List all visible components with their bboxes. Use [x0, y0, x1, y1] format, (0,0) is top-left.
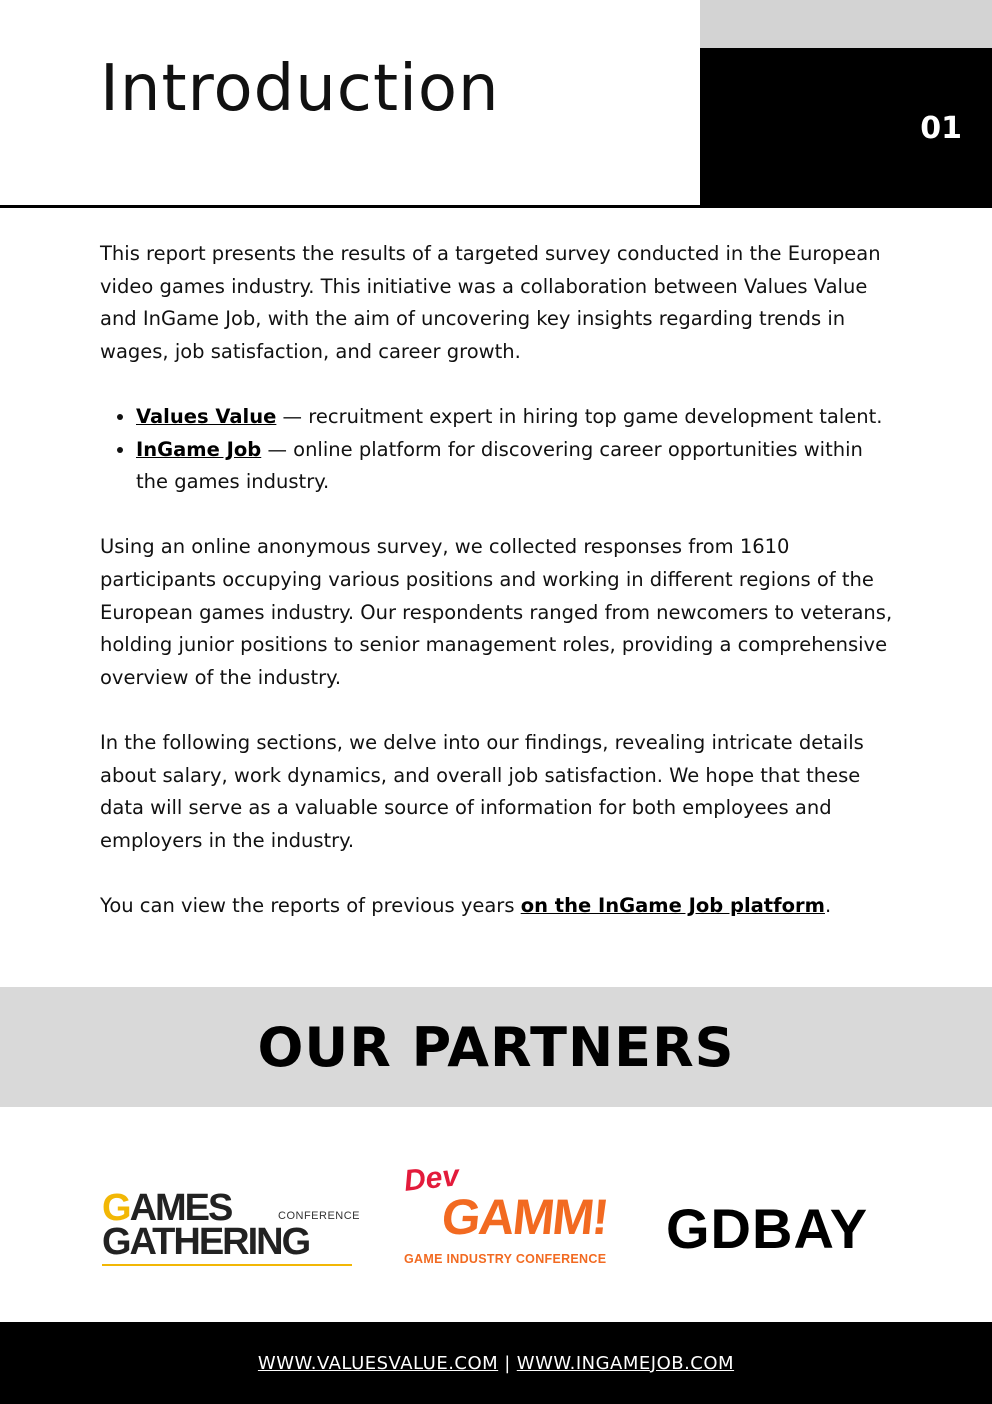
footer [0, 1322, 992, 1404]
gdbay-logo [666, 1196, 892, 1260]
games-gathering-underline [102, 1264, 352, 1266]
page-number: 01 [920, 110, 962, 146]
list-item-values-value [136, 401, 900, 434]
previous-reports-suffix: . [824, 893, 832, 917]
previous-reports-link[interactable]: on the InGame Job platform [520, 893, 825, 917]
list-item-text: — online platform for discovering career opportunities within the games industry. [136, 437, 863, 494]
organizations-list [100, 401, 900, 499]
games-gathering-conference: CONFERENCE [278, 1210, 361, 1222]
gdbay-text: GDBAY [666, 1196, 869, 1260]
title-divider [0, 205, 700, 208]
intro-paragraph-4 [100, 890, 900, 923]
devgamm-subtitle: GAME INDUSTRY CONFERENCE [404, 1252, 607, 1266]
partners-banner [0, 987, 992, 1107]
header-gray-block [700, 0, 992, 48]
intro-paragraph-3: In the following sections, we delve into our findings, revealing intricate details about salary, work dynamics, and overall job satisfaction. We hope that these data will serve as a valuable source of information for both employees and employers in the industry. [100, 730, 864, 852]
intro-content [100, 238, 900, 955]
games-gathering-logo [100, 1186, 360, 1270]
page-title: Introduction [100, 52, 500, 126]
list-item-text: — recruitment expert in hiring top game development talent. [276, 404, 883, 428]
partners-title: OUR PARTNERS [257, 1015, 735, 1079]
valuesvalue-website-link[interactable]: WWW.VALUESVALUE.COM [257, 1352, 499, 1374]
intro-paragraph-2: Using an online anonymous survey, we collected responses from 1610 participants occupying various positions and working in different regions of the European games industry. Our respondents ranged from newcomers to veterans, holding junior positions to senior management roles, providing a comprehensive overview of the industry. [100, 535, 893, 689]
devgamm-gamm: GAMM! [439, 1189, 610, 1245]
ingamejob-website-link[interactable]: WWW.INGAMEJOB.COM [516, 1352, 735, 1374]
intro-paragraph-1: This report presents the results of a targeted survey conducted in the European video games industry. This initiative was a collaboration between Values Value and InGame Job, with the aim of uncovering key insights regarding trends in wages, job satisfaction, and career growth. [100, 242, 881, 363]
devgamm-dev: Dev [402, 1159, 461, 1198]
games-gathering-first-letter: G [102, 1187, 130, 1229]
values-value-link[interactable]: Values Value [136, 404, 277, 428]
games-gathering-line1-rest: AMES [129, 1187, 232, 1229]
ingame-job-link[interactable]: InGame Job [136, 437, 262, 461]
devgamm-logo [402, 1160, 626, 1272]
previous-reports-text: You can view the reports of previous years [100, 893, 521, 917]
list-item-ingame-job [136, 434, 900, 499]
games-gathering-line2: GATHERING [102, 1221, 310, 1263]
footer-separator: | [504, 1352, 511, 1374]
